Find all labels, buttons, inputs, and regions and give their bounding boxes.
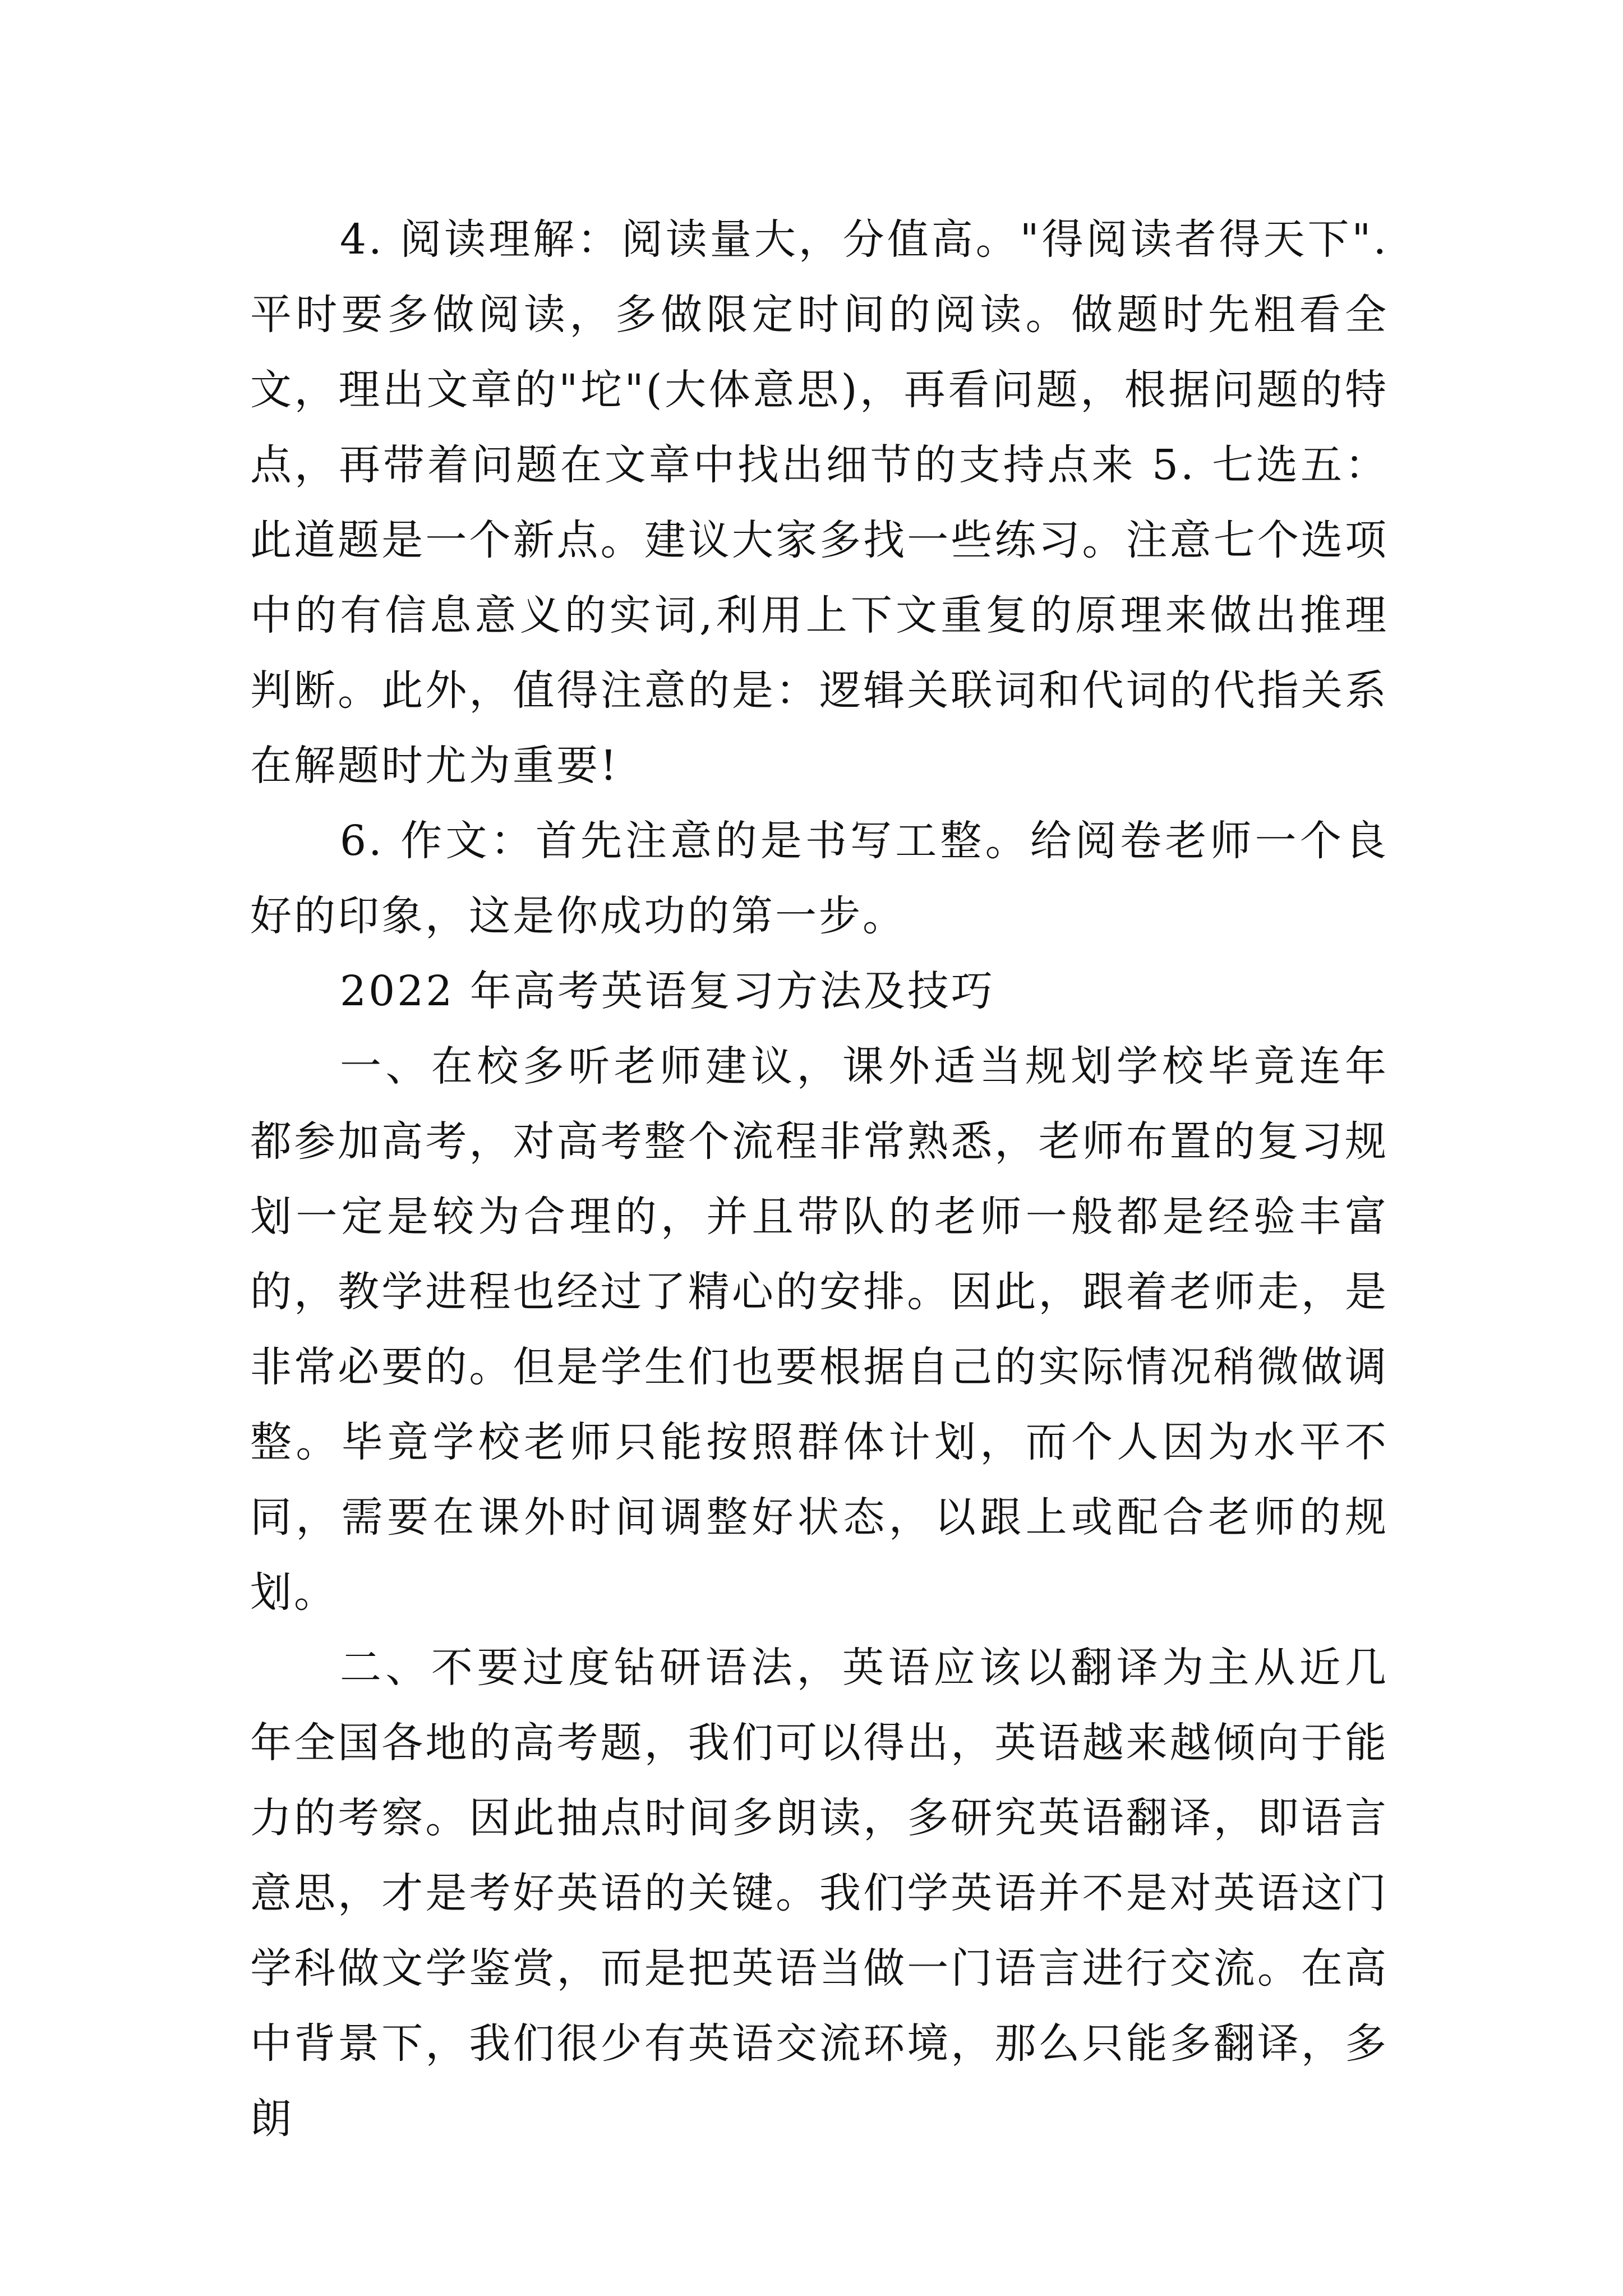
paragraph-reading-comprehension: 4. 阅读理解：阅读量大，分值高。"得阅读者得天下".平时要多做阅读，多做限定时间的阅读。做题时先粗看全文，理出文章的"坨"(大体意思)，再看问题，根据问题的特点，再带着问题在文章中找出细节的支持点来 5. 七选五：此道题是一个新点。建议大家多找一些练习。注意七个选项中的有信息意义的实词,利用上下文重复的原理来做出推理判断。此外，值得注意的是：逻辑关联词和代词的代指关系在解题时尤为重要!: [250, 215, 1389, 790]
document-body: [250, 202, 1389, 2156]
paragraph-advice-two: 二、不要过度钻研语法，英语应该以翻译为主从近几年全国各地的高考题，我们可以得出，英语越来越倾向于能力的考察。因此抽点时间多朗读，多研究英语翻译，即语言意思，才是考好英语的关键。我们学英语并不是对英语这门学科做文学鉴赏，而是把英语当做一门语言进行交流。在高中背景下，我们很少有英语交流环境，那么只能多翻译，多朗: [250, 1644, 1389, 2143]
paragraph-writing: 6. 作文：首先注意的是书写工整。给阅卷老师一个良好的印象，这是你成功的第一步。: [250, 817, 1389, 940]
section-heading: 2022 年高考英语复习方法及技巧: [340, 967, 995, 1015]
paragraph-advice-one: 一、在校多听老师建议，课外适当规划学校毕竟连年都参加高考，对高考整个流程非常熟悉，老师布置的复习规划一定是较为合理的，并且带队的老师一般都是经验丰富的，教学进程也经过了精心的安排。因此，跟着老师走，是非常必要的。但是学生们也要根据自己的实际情况稍微做调整。毕竟学校老师只能按照群体计划，而个人因为水平不同，需要在课外时间调整好状态，以跟上或配合老师的规划。: [250, 1042, 1389, 1617]
